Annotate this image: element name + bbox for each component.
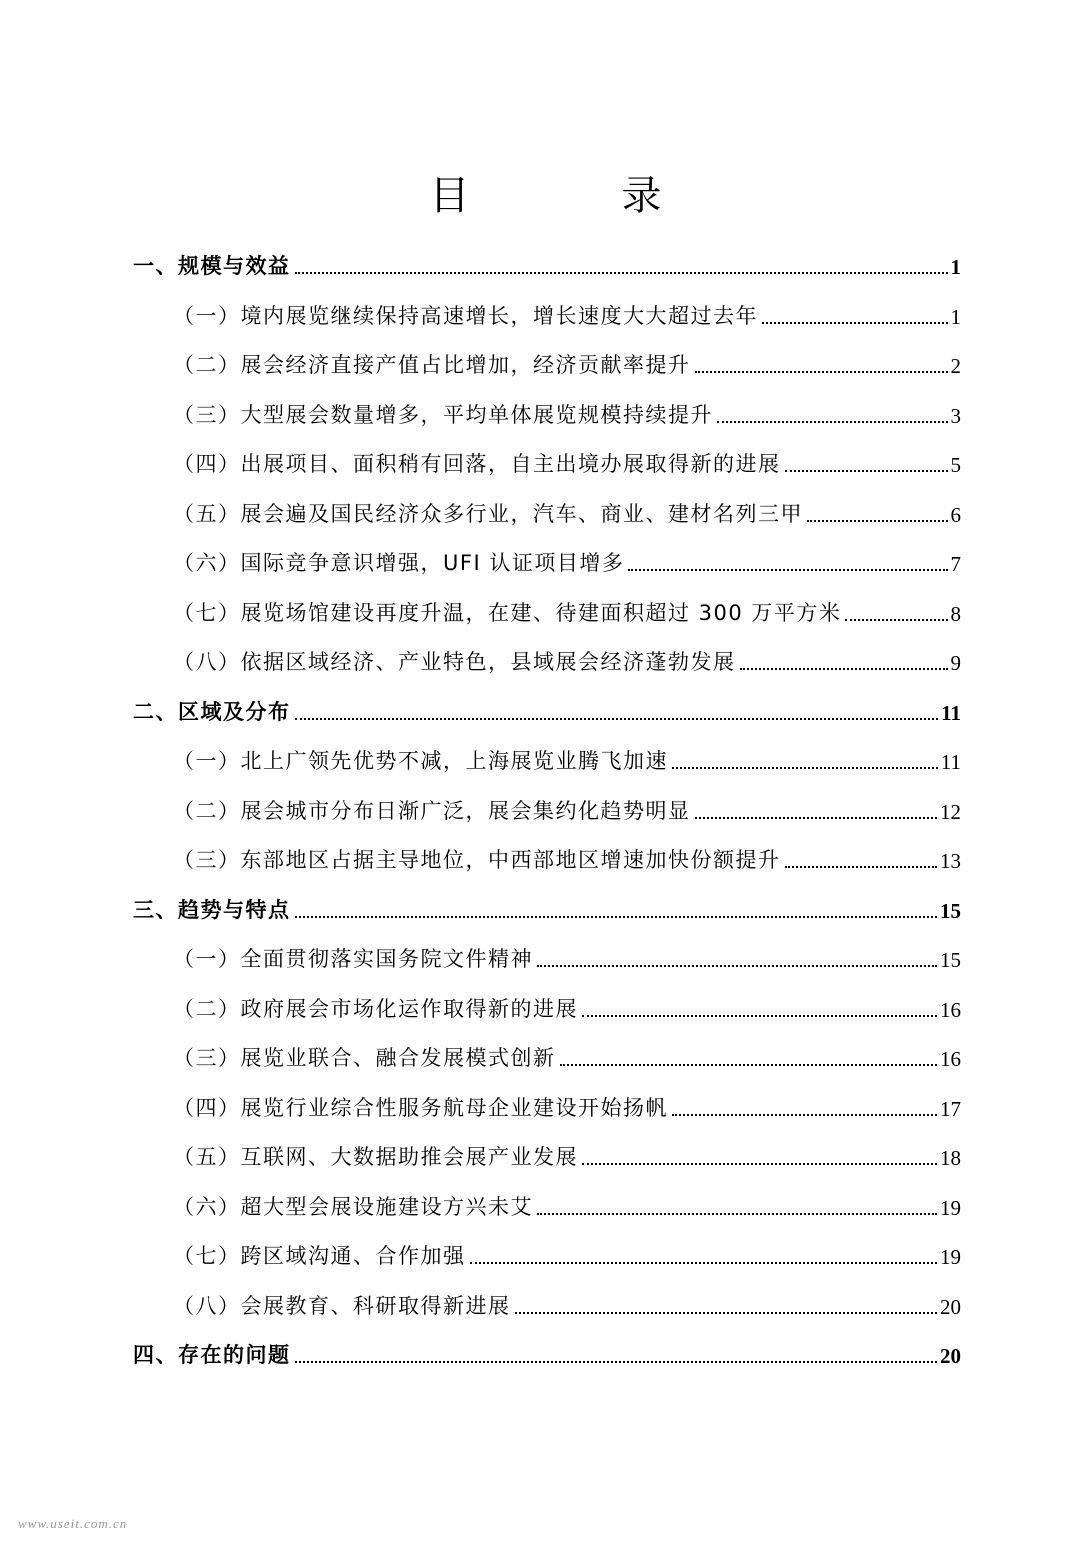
toc-leader-dots xyxy=(537,965,937,967)
toc-leader-dots xyxy=(740,668,948,670)
toc-leader-dots xyxy=(295,1361,938,1363)
toc-entry-title: （一）境内展览继续保持高速增长，增长速度大大超过去年 xyxy=(173,303,758,328)
toc-subsection-1-6[interactable] xyxy=(173,541,961,581)
toc-subsection-1-1[interactable] xyxy=(173,294,961,334)
toc-page-number: 2 xyxy=(950,354,961,378)
toc-subsection-3-2[interactable] xyxy=(173,987,961,1027)
toc-page-number: 11 xyxy=(941,700,961,725)
toc-subsection-2-1[interactable] xyxy=(173,739,961,779)
toc-leader-dots xyxy=(672,1114,937,1116)
toc-leader-dots xyxy=(295,272,948,274)
toc-entry-title: （六）超大型会展设施建设方兴未艾 xyxy=(173,1194,533,1219)
toc-entry-title: （一）全面贯彻落实国务院文件精神 xyxy=(173,947,533,971)
toc-page-number: 18 xyxy=(940,1146,961,1170)
toc-leader-dots xyxy=(695,817,938,819)
toc-leader-dots xyxy=(295,718,939,720)
toc-entry-title: （二）展会城市分布日渐广泛，展会集约化趋势明显 xyxy=(173,798,691,823)
toc-leader-dots xyxy=(582,1015,937,1017)
toc-entry-title: 三、趋势与特点 xyxy=(133,897,291,922)
toc-leader-dots xyxy=(785,470,948,472)
toc-subsection-3-6[interactable] xyxy=(173,1185,961,1225)
toc-leader-dots xyxy=(560,1064,938,1066)
toc-entry-title: （六）国际竞争意识增强，UFI 认证项目增多 xyxy=(173,551,625,575)
toc-entry-title: （七）跨区域沟通、合作加强 xyxy=(173,1244,466,1268)
toc-subsection-3-7[interactable] xyxy=(173,1234,961,1274)
toc-page-number: 19 xyxy=(940,1195,961,1220)
toc-subsection-3-4[interactable] xyxy=(173,1086,961,1126)
toc-page-number: 1 xyxy=(950,304,961,329)
toc-subsection-1-2[interactable] xyxy=(173,343,961,383)
toc-leader-dots xyxy=(785,866,938,868)
toc-subsection-3-5[interactable] xyxy=(173,1135,961,1175)
watermark: www.useit.com.cn xyxy=(18,1516,128,1531)
toc-subsection-3-8[interactable] xyxy=(173,1284,961,1324)
toc-leader-dots xyxy=(672,767,938,769)
toc-entry-title: （五）互联网、大数据助推会展产业发展 xyxy=(173,1145,578,1169)
toc-entry-title: （七）展览场馆建设再度升温，在建、待建面积超过 300 万平方米 xyxy=(173,600,842,625)
toc-entry-title: （三）东部地区占据主导地位，中西部地区增速加快份额提升 xyxy=(173,848,781,872)
toc-entry-title: （五）展会遍及国民经济众多行业，汽车、商业、建材名列三甲 xyxy=(173,501,803,526)
toc-page-number: 20 xyxy=(940,1294,961,1319)
toc-subsection-2-3[interactable] xyxy=(173,838,961,878)
toc-page-number: 20 xyxy=(940,1344,961,1368)
toc-entry-title: （三）大型展会数量增多，平均单体展览规模持续提升 xyxy=(173,402,713,427)
toc-page-number: 13 xyxy=(940,849,961,873)
toc-section-3[interactable] xyxy=(133,888,961,928)
toc-leader-dots xyxy=(845,619,947,621)
toc-page-number: 9 xyxy=(950,651,961,675)
toc-entry-title: （二）展会经济直接产值占比增加，经济贡献率提升 xyxy=(173,353,691,377)
toc-subsection-1-7[interactable] xyxy=(173,591,961,631)
toc-leader-dots xyxy=(582,1163,937,1165)
toc-leader-dots xyxy=(515,1312,938,1314)
toc-section-2[interactable] xyxy=(133,690,961,730)
toc-subsection-1-8[interactable] xyxy=(173,640,961,680)
toc-page-number: 16 xyxy=(940,1047,961,1071)
toc-entry-title: （四）展览行业综合性服务航母企业建设开始扬帆 xyxy=(173,1095,668,1120)
toc-entry-title: （三）展览业联合、融合发展模式创新 xyxy=(173,1046,556,1070)
toc-page-number: 12 xyxy=(940,799,961,824)
toc-entry-title: 四、存在的问题 xyxy=(133,1343,291,1367)
toc-section-4[interactable] xyxy=(133,1333,961,1373)
toc-leader-dots xyxy=(470,1262,938,1264)
toc-leader-dots xyxy=(807,520,948,522)
toc-entry-title: （八）依据区域经济、产业特色，县域展会经济蓬勃发展 xyxy=(173,650,736,674)
toc-page-number: 17 xyxy=(940,1096,961,1121)
toc-subsection-1-5[interactable] xyxy=(173,492,961,532)
toc-subsection-1-3[interactable] xyxy=(173,393,961,433)
toc-entry-title: （八）会展教育、科研取得新进展 xyxy=(173,1293,511,1318)
toc-entry-title: （二）政府展会市场化运作取得新的进展 xyxy=(173,996,578,1021)
toc-leader-dots xyxy=(537,1213,937,1215)
toc-page-number: 5 xyxy=(950,453,961,477)
toc-page-number: 3 xyxy=(950,403,961,428)
toc-page-number: 15 xyxy=(940,898,961,923)
toc-leader-dots xyxy=(762,322,948,324)
toc-page-number: 1 xyxy=(950,255,961,279)
toc-entry-title: （四）出展项目、面积稍有回落，自主出境办展取得新的进展 xyxy=(173,452,781,476)
toc-page-number: 19 xyxy=(940,1245,961,1269)
toc-subsection-1-4[interactable] xyxy=(173,442,961,482)
toc-leader-dots xyxy=(717,421,948,423)
toc-leader-dots xyxy=(695,371,948,373)
toc-subsection-3-1[interactable] xyxy=(173,937,961,977)
toc-entry-title: （一）北上广领先优势不减，上海展览业腾飞加速 xyxy=(173,749,668,773)
toc-page-number: 7 xyxy=(950,552,961,576)
toc-page-number: 11 xyxy=(940,750,961,774)
toc-leader-dots xyxy=(295,916,938,918)
toc-page-number: 6 xyxy=(950,502,961,527)
toc-entry-title: 一、规模与效益 xyxy=(133,254,291,278)
toc-page-number: 16 xyxy=(940,997,961,1022)
page-title: 目 录 xyxy=(429,173,718,219)
toc-subsection-3-3[interactable] xyxy=(173,1036,961,1076)
toc-page-number: 15 xyxy=(940,948,961,972)
toc-section-1[interactable] xyxy=(133,244,961,284)
toc-entry-title: 二、区域及分布 xyxy=(133,699,291,724)
toc-subsection-2-2[interactable] xyxy=(173,789,961,829)
toc-leader-dots xyxy=(628,569,947,571)
toc-page-number: 8 xyxy=(950,601,961,626)
